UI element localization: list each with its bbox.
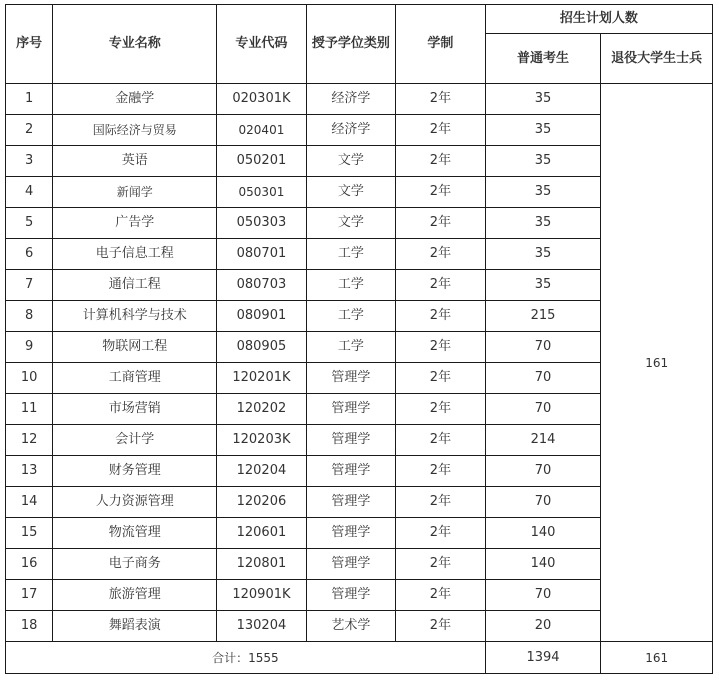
veteran-count-merged: 161 [601,84,713,642]
total-veteran: 161 [601,642,713,674]
row-duration: 2年 [396,332,486,363]
total-label: 合计：1555 [6,642,486,674]
row-major-code: 120203K [217,425,307,456]
row-duration: 2年 [396,518,486,549]
row-degree-type: 工学 [306,332,396,363]
row-degree-type: 管理学 [306,549,396,580]
row-regular-count: 70 [485,456,601,487]
header-degree-type: 授予学位类别 [306,5,396,84]
row-major-code: 120601 [217,518,307,549]
row-regular-count: 215 [485,301,601,332]
row-duration: 2年 [396,456,486,487]
row-index: 12 [6,425,53,456]
row-degree-type: 管理学 [306,518,396,549]
row-major-name: 舞蹈表演 [53,611,217,642]
row-major-name: 人力资源管理 [53,487,217,518]
row-duration: 2年 [396,208,486,239]
enrollment-plan-table [5,4,713,674]
row-major-name: 英语 [53,146,217,177]
row-index: 15 [6,518,53,549]
row-index: 16 [6,549,53,580]
row-major-code: 120201K [217,363,307,394]
row-duration: 2年 [396,580,486,611]
table-row [6,84,713,115]
row-degree-type: 经济学 [306,84,396,115]
row-regular-count: 70 [485,363,601,394]
row-major-name: 工商管理 [53,363,217,394]
row-index: 2 [6,115,53,146]
row-major-name: 金融学 [53,84,217,115]
header-major-code: 专业代码 [217,5,307,84]
row-degree-type: 工学 [306,301,396,332]
row-regular-count: 70 [485,580,601,611]
row-major-code: 120801 [217,549,307,580]
row-degree-type: 艺术学 [306,611,396,642]
row-duration: 2年 [396,394,486,425]
row-major-name: 物联网工程 [53,332,217,363]
header-index: 序号 [6,5,53,84]
row-major-code: 130204 [217,611,307,642]
row-major-name: 电子信息工程 [53,239,217,270]
row-regular-count: 35 [485,177,601,208]
row-regular-count: 70 [485,487,601,518]
row-regular-count: 214 [485,425,601,456]
row-major-code: 080901 [217,301,307,332]
row-major-name: 电子商务 [53,549,217,580]
row-duration: 2年 [396,611,486,642]
row-index: 14 [6,487,53,518]
row-index: 5 [6,208,53,239]
row-major-code: 120204 [217,456,307,487]
row-regular-count: 140 [485,518,601,549]
row-regular-count: 35 [485,239,601,270]
row-index: 6 [6,239,53,270]
row-index: 8 [6,301,53,332]
row-degree-type: 经济学 [306,115,396,146]
row-regular-count: 20 [485,611,601,642]
header-veteran-students: 退役大学生士兵 [601,34,713,84]
row-index: 7 [6,270,53,301]
row-duration: 2年 [396,549,486,580]
row-major-code: 080701 [217,239,307,270]
row-major-name: 物流管理 [53,518,217,549]
row-degree-type: 管理学 [306,487,396,518]
header-enrollment-plan: 招生计划人数 [485,5,712,34]
row-duration: 2年 [396,146,486,177]
row-degree-type: 文学 [306,146,396,177]
row-major-code: 120202 [217,394,307,425]
row-degree-type: 工学 [306,270,396,301]
row-major-code: 020401 [217,115,307,146]
row-major-name: 通信工程 [53,270,217,301]
row-degree-type: 文学 [306,208,396,239]
row-major-name: 旅游管理 [53,580,217,611]
row-duration: 2年 [396,270,486,301]
row-index: 4 [6,177,53,208]
row-degree-type: 文学 [306,177,396,208]
row-regular-count: 35 [485,270,601,301]
row-major-code: 050201 [217,146,307,177]
row-duration: 2年 [396,84,486,115]
row-degree-type: 工学 [306,239,396,270]
row-duration: 2年 [396,487,486,518]
row-degree-type: 管理学 [306,394,396,425]
header-major-name: 专业名称 [53,5,217,84]
row-duration: 2年 [396,177,486,208]
row-degree-type: 管理学 [306,363,396,394]
row-major-name: 财务管理 [53,456,217,487]
row-major-name: 会计学 [53,425,217,456]
row-regular-count: 35 [485,208,601,239]
row-regular-count: 35 [485,84,601,115]
row-index: 9 [6,332,53,363]
row-index: 10 [6,363,53,394]
row-degree-type: 管理学 [306,580,396,611]
header-duration: 学制 [396,5,486,84]
table-body [6,84,713,642]
row-major-code: 080703 [217,270,307,301]
row-duration: 2年 [396,363,486,394]
row-index: 11 [6,394,53,425]
row-degree-type: 管理学 [306,456,396,487]
row-regular-count: 140 [485,549,601,580]
row-duration: 2年 [396,239,486,270]
total-regular: 1394 [485,642,601,674]
row-major-code: 120901K [217,580,307,611]
row-duration: 2年 [396,115,486,146]
row-regular-count: 35 [485,146,601,177]
row-major-code: 050301 [217,177,307,208]
row-major-code: 020301K [217,84,307,115]
row-major-name: 广告学 [53,208,217,239]
row-major-name: 国际经济与贸易 [53,115,217,146]
row-index: 3 [6,146,53,177]
header-row-1 [6,5,713,34]
row-degree-type: 管理学 [306,425,396,456]
row-major-code: 080905 [217,332,307,363]
row-regular-count: 35 [485,115,601,146]
row-regular-count: 70 [485,394,601,425]
row-regular-count: 70 [485,332,601,363]
row-major-name: 市场营销 [53,394,217,425]
row-major-code: 120206 [217,487,307,518]
row-index: 13 [6,456,53,487]
row-duration: 2年 [396,301,486,332]
row-major-name: 新闻学 [53,177,217,208]
row-index: 17 [6,580,53,611]
row-major-code: 050303 [217,208,307,239]
row-duration: 2年 [396,425,486,456]
header-regular-students: 普通考生 [485,34,601,84]
enrollment-plan-table-wrapper [5,4,713,674]
row-index: 1 [6,84,53,115]
row-index: 18 [6,611,53,642]
total-row [6,642,713,674]
row-major-name: 计算机科学与技术 [53,301,217,332]
